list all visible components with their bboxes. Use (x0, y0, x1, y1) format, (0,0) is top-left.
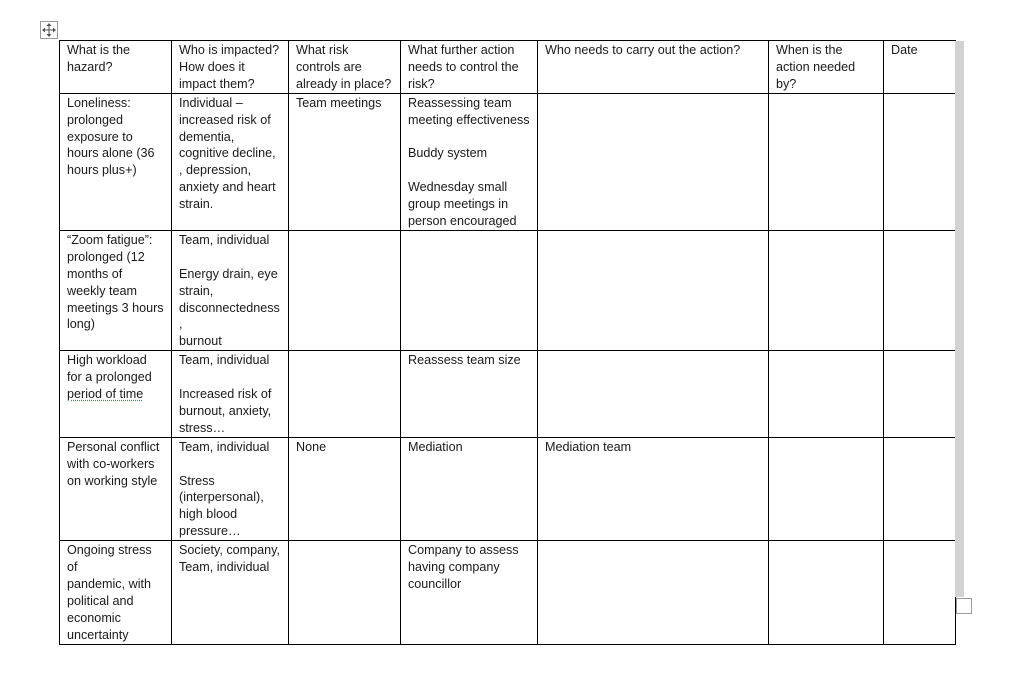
cell-text-line: Team meetings (296, 95, 382, 110)
cell-text-line: , depression, (179, 163, 252, 178)
cell-hazard[interactable] (60, 93, 172, 230)
cell-text-line: pressure… (179, 524, 241, 539)
table-move-handle[interactable] (40, 21, 58, 39)
cell-existing-controls[interactable] (289, 93, 401, 230)
cell-text-line: Stress (179, 473, 215, 488)
cell-text-line: Reassess team size (408, 353, 521, 368)
cell-text-line: pandemic, with (67, 577, 151, 592)
cell-text-line: hazard? (67, 59, 113, 74)
cell-text-line: councillor (408, 577, 462, 592)
cell-text-line: controls are (296, 59, 362, 74)
cell-when-needed[interactable] (769, 41, 884, 94)
cell-text-line: Buddy system (408, 146, 488, 161)
cell-text-line: Mediation (408, 439, 463, 454)
cell-further-action[interactable] (401, 41, 538, 94)
cell-text-line: prolonged (67, 112, 124, 127)
table-header-row (60, 41, 956, 94)
cell-text-line: political and (67, 593, 134, 608)
cell-text-line: hours plus+) (67, 163, 137, 178)
cell-text-line: Who is impacted? (179, 43, 280, 57)
cell-further-action[interactable] (401, 541, 538, 644)
cell-text-line: How does it (179, 59, 245, 74)
cell-date[interactable] (884, 41, 956, 94)
blank-line (408, 129, 530, 146)
cell-text-line: Individual – (179, 95, 243, 110)
cell-text-line: When is the (776, 43, 843, 57)
cell-text-line: already in place? (296, 76, 392, 91)
cell-text-line: economic (67, 610, 121, 625)
cell-text-line: person encouraged (408, 214, 517, 229)
table-selection-bar (955, 41, 964, 597)
cell-text-line: Team, individual (179, 439, 270, 454)
cell-when-needed[interactable] (769, 93, 884, 230)
cell-text-line: Team, individual (179, 560, 270, 575)
cell-text-line: High workload (67, 353, 147, 368)
cell-text-line: Wednesday small (408, 180, 508, 195)
blank-line (408, 162, 530, 179)
cell-text-line: (interpersonal), (179, 490, 264, 505)
cell-text-line: Loneliness: (67, 95, 131, 110)
cell-existing-controls[interactable] (289, 230, 401, 350)
cell-who-carries-out[interactable] (538, 541, 769, 644)
cell-who-carries-out[interactable] (538, 230, 769, 350)
cell-text-line: action needed (776, 59, 856, 74)
cell-text-line: by? (776, 76, 797, 91)
cell-when-needed[interactable] (769, 437, 884, 540)
cell-who-carries-out[interactable] (538, 41, 769, 94)
risk-assessment-table-wrapper (59, 40, 955, 645)
cell-text-line: burnout, anxiety, (179, 403, 272, 418)
cell-when-needed[interactable] (769, 541, 884, 644)
cell-text-line: None (296, 439, 327, 454)
cell-who-impacted[interactable] (172, 230, 289, 350)
cell-text-line: Reassessing team (408, 95, 512, 110)
cell-text-line: Who needs to carry out the action? (545, 43, 741, 57)
cell-text-line: meetings 3 hours (67, 300, 164, 315)
cell-text-line: needs to control the (408, 59, 519, 74)
cell-date[interactable] (884, 541, 956, 644)
cell-text-line: having company (408, 560, 500, 575)
cell-text-line: uncertainty (67, 627, 129, 642)
cell-who-carries-out[interactable] (538, 93, 769, 230)
cell-text-line: Energy drain, eye (179, 266, 278, 281)
cell-text-line: Mediation team (545, 439, 632, 454)
cell-text-line: burnout (179, 334, 222, 349)
cell-who-impacted[interactable] (172, 437, 289, 540)
cell-text-line: Date (891, 43, 918, 57)
cell-existing-controls[interactable] (289, 351, 401, 438)
cell-further-action[interactable] (401, 351, 538, 438)
cell-text-line: increased risk of (179, 112, 271, 127)
cell-text-line: Team, individual (179, 232, 270, 247)
cell-text-line: What is the (67, 43, 130, 57)
cell-text-line: weekly team (67, 283, 137, 298)
cell-text-line: “Zoom fatigue”: (67, 232, 153, 247)
cell-who-carries-out[interactable] (538, 437, 769, 540)
cell-text-line: period of time (67, 387, 144, 402)
cell-text-line: for a prolonged (67, 370, 152, 385)
cell-text-line: Personal conflict (67, 439, 160, 454)
cell-text-line: strain, (179, 283, 214, 298)
cell-who-carries-out[interactable] (538, 351, 769, 438)
cell-text-line: with co-workers (67, 456, 155, 471)
cell-date[interactable] (884, 230, 956, 350)
cell-hazard[interactable] (60, 541, 172, 644)
cell-text-line: Society, company, (179, 543, 281, 558)
cell-text-line: impact them? (179, 76, 255, 91)
cell-date[interactable] (884, 351, 956, 438)
blank-line (179, 249, 281, 266)
table-row (60, 93, 956, 230)
table-row (60, 351, 956, 438)
cell-text-line: disconnectedness, (179, 300, 280, 332)
cell-text-line: strain. (179, 197, 214, 212)
risk-assessment-table (59, 40, 956, 645)
cell-text-line: group meetings in (408, 197, 509, 212)
move-arrows-icon (41, 22, 57, 38)
cell-existing-controls[interactable] (289, 541, 401, 644)
cell-text-line: months of (67, 266, 123, 281)
cell-further-action[interactable] (401, 230, 538, 350)
cell-text-line: cognitive decline, (179, 146, 276, 161)
cell-text-line: anxiety and heart (179, 180, 276, 195)
cell-text-line: long) (67, 317, 96, 332)
cell-date[interactable] (884, 93, 956, 230)
cell-text-line: What further action (408, 43, 515, 57)
cell-text-line: hours alone (36 (67, 146, 155, 161)
cell-text-line: exposure to (67, 129, 133, 144)
cell-when-needed[interactable] (769, 351, 884, 438)
cell-who-impacted[interactable] (172, 351, 289, 438)
cell-text-line: prolonged (12 (67, 249, 145, 264)
cell-text-line: Increased risk of (179, 387, 272, 402)
table-resize-handle[interactable] (956, 598, 972, 614)
cell-text-line: on working style (67, 473, 158, 488)
cell-text-line: What risk (296, 43, 349, 57)
cell-further-action[interactable] (401, 93, 538, 230)
cell-text-line: high blood (179, 507, 238, 522)
cell-existing-controls[interactable] (289, 41, 401, 94)
table-row (60, 230, 956, 350)
cell-who-impacted[interactable] (172, 41, 289, 94)
cell-existing-controls[interactable] (289, 437, 401, 540)
cell-text-line: Company to assess (408, 543, 519, 558)
cell-who-impacted[interactable] (172, 541, 289, 644)
table-row (60, 541, 956, 644)
cell-hazard[interactable] (60, 351, 172, 438)
cell-text-line: Ongoing stress of (67, 543, 152, 575)
cell-text-line: stress… (179, 420, 226, 435)
cell-hazard[interactable] (60, 437, 172, 540)
cell-hazard[interactable] (60, 230, 172, 350)
blank-line (179, 456, 281, 473)
cell-when-needed[interactable] (769, 230, 884, 350)
table-row (60, 437, 956, 540)
cell-text-line: risk? (408, 76, 435, 91)
cell-date[interactable] (884, 437, 956, 540)
cell-text-line: Team, individual (179, 353, 270, 368)
blank-line (179, 369, 281, 386)
cell-who-impacted[interactable] (172, 93, 289, 230)
cell-text-line: dementia, (179, 129, 235, 144)
cell-hazard[interactable] (60, 41, 172, 94)
cell-text-line: meeting effectiveness (408, 112, 530, 127)
cell-further-action[interactable] (401, 437, 538, 540)
